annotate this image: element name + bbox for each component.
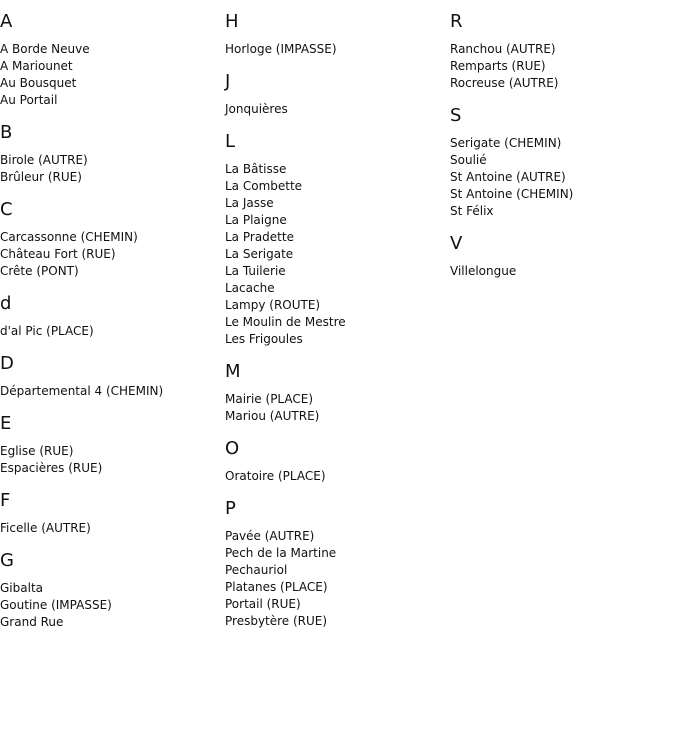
street-link[interactable]: Les Frigoules: [225, 332, 303, 346]
street-link[interactable]: Soulié: [450, 153, 487, 167]
letter-group-J: [225, 71, 445, 118]
letter-heading: G: [0, 550, 14, 571]
street-link[interactable]: Pechauriol: [225, 563, 288, 577]
street-link[interactable]: A Borde Neuve: [0, 42, 90, 56]
street-link[interactable]: Espacières (RUE): [0, 461, 103, 475]
street-link[interactable]: Pech de la Martine: [225, 546, 337, 560]
street-list: [0, 41, 220, 109]
letter-group-C: [0, 199, 220, 280]
street-link[interactable]: Presbytère (RUE): [225, 614, 328, 628]
letter-heading: E: [0, 413, 12, 434]
street-link[interactable]: Ficelle (AUTRE): [0, 521, 91, 535]
street-link[interactable]: A Mariounet: [0, 59, 73, 73]
street-list: [0, 383, 220, 400]
street-list: [0, 229, 220, 280]
letter-group-P: [225, 498, 445, 630]
letter-heading: H: [225, 11, 239, 32]
street-link[interactable]: Crête (PONT): [0, 264, 79, 278]
street-link[interactable]: d'al Pic (PLACE): [0, 324, 94, 338]
letter-group-E: [0, 413, 220, 477]
letter-heading: A: [0, 11, 13, 32]
street-list: [0, 443, 220, 477]
street-link[interactable]: La Plaigne: [225, 213, 287, 227]
street-link[interactable]: Départemental 4 (CHEMIN): [0, 384, 164, 398]
street-list: [450, 263, 670, 280]
street-link[interactable]: Birole (AUTRE): [0, 153, 88, 167]
street-link[interactable]: Château Fort (RUE): [0, 247, 116, 261]
letter-group-d: [0, 293, 220, 340]
street-link[interactable]: La Bâtisse: [225, 162, 287, 176]
letter-heading: R: [450, 11, 463, 32]
street-link[interactable]: Ranchou (AUTRE): [450, 42, 556, 56]
street-list: [450, 135, 670, 220]
letter-group-A: [0, 11, 220, 109]
street-list: [0, 323, 220, 340]
street-list: [225, 468, 445, 485]
letter-group-V: [450, 233, 670, 280]
letter-heading: F: [0, 490, 11, 511]
street-link[interactable]: Le Moulin de Mestre: [225, 315, 346, 329]
letter-group-L: [225, 131, 445, 348]
street-link[interactable]: Brûleur (RUE): [0, 170, 82, 184]
street-list: [0, 580, 220, 631]
index-column-1: [0, 11, 220, 644]
letter-heading: B: [0, 122, 13, 143]
street-link[interactable]: Lampy (ROUTE): [225, 298, 321, 312]
street-list: [450, 41, 670, 92]
street-link[interactable]: Remparts (RUE): [450, 59, 546, 73]
street-list: [225, 391, 445, 425]
street-list: [0, 520, 220, 537]
street-link[interactable]: Serigate (CHEMIN): [450, 136, 562, 150]
letter-group-B: [0, 122, 220, 186]
street-link[interactable]: Lacache: [225, 281, 275, 295]
street-link[interactable]: Rocreuse (AUTRE): [450, 76, 559, 90]
street-link[interactable]: St Félix: [450, 204, 494, 218]
letter-heading: d: [0, 293, 12, 314]
street-link[interactable]: St Antoine (CHEMIN): [450, 187, 574, 201]
letter-group-H: [225, 11, 445, 58]
letter-heading: C: [0, 199, 13, 220]
street-link[interactable]: La Serigate: [225, 247, 294, 261]
street-link[interactable]: Portail (RUE): [225, 597, 301, 611]
street-link[interactable]: St Antoine (AUTRE): [450, 170, 566, 184]
letter-heading: S: [450, 105, 462, 126]
street-link[interactable]: Eglise (RUE): [0, 444, 74, 458]
index-column-3: [450, 11, 670, 293]
street-link[interactable]: La Combette: [225, 179, 303, 193]
street-link[interactable]: La Pradette: [225, 230, 294, 244]
street-link[interactable]: Au Bousquet: [0, 76, 77, 90]
street-link[interactable]: Pavée (AUTRE): [225, 529, 315, 543]
letter-group-S: [450, 105, 670, 220]
street-link[interactable]: Platanes (PLACE): [225, 580, 328, 594]
street-list: [225, 41, 445, 58]
letter-heading: D: [0, 353, 14, 374]
street-link[interactable]: Villelongue: [450, 264, 517, 278]
street-link[interactable]: Mairie (PLACE): [225, 392, 314, 406]
letter-group-M: [225, 361, 445, 425]
street-link[interactable]: Oratoire (PLACE): [225, 469, 326, 483]
letter-heading: O: [225, 438, 240, 459]
street-list: [225, 101, 445, 118]
street-link[interactable]: Grand Rue: [0, 615, 64, 629]
letter-group-D: [0, 353, 220, 400]
street-link[interactable]: Gibalta: [0, 581, 43, 595]
letter-group-O: [225, 438, 445, 485]
letter-group-F: [0, 490, 220, 537]
street-link[interactable]: Carcassonne (CHEMIN): [0, 230, 138, 244]
letter-heading: M: [225, 361, 241, 382]
street-list: [225, 161, 445, 348]
street-link[interactable]: Goutine (IMPASSE): [0, 598, 112, 612]
letter-heading: P: [225, 498, 236, 519]
letter-heading: V: [450, 233, 463, 254]
letter-heading: J: [225, 71, 231, 92]
street-link[interactable]: Jonquières: [225, 102, 288, 116]
index-column-2: [225, 11, 445, 643]
street-link[interactable]: La Tuilerie: [225, 264, 286, 278]
street-link[interactable]: Au Portail: [0, 93, 58, 107]
letter-group-G: [0, 550, 220, 631]
letter-group-R: [450, 11, 670, 92]
street-list: [225, 528, 445, 630]
letter-heading: L: [225, 131, 236, 152]
street-list: [0, 152, 220, 186]
street-link[interactable]: Mariou (AUTRE): [225, 409, 320, 423]
street-link[interactable]: Horloge (IMPASSE): [225, 42, 337, 56]
street-link[interactable]: La Jasse: [225, 196, 274, 210]
